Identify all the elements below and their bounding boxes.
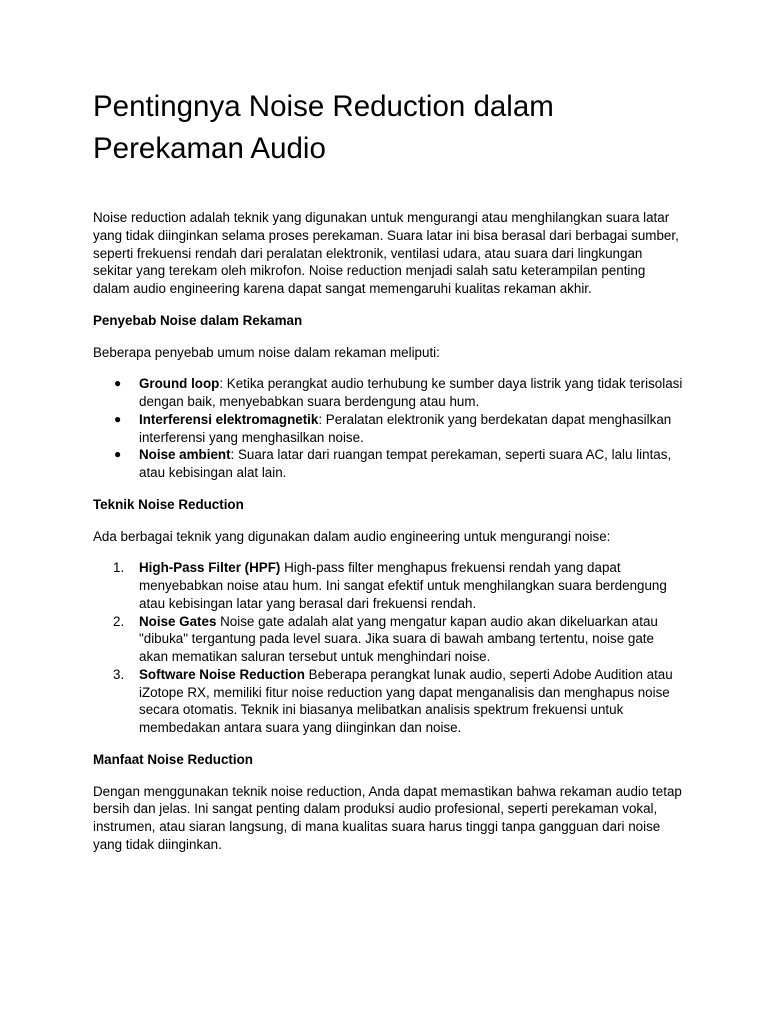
document-content (93, 86, 683, 868)
techniques-list (93, 559, 683, 737)
list-item (93, 666, 683, 737)
list-item-desc: High-pass filter menghapus frekuensi rendah yang dapat menyebabkan noise atau hum. Ini sangat efektif untuk menghilangkan suara berdengung atau kebisingan latar yang berasal dari frekuensi rendah. (139, 560, 667, 611)
list-item-desc: Beberapa perangkat lunak audio, seperti Adobe Audition atau iZotope RX, memiliki fitur noise reduction yang dapat menganalisis dan menghapus noise secara otomatis. Teknik ini biasanya melibatkan analisis spektrum frekuensi untuk membedakan antara suara yang diinginkan dan noise. (139, 666, 673, 735)
list-item (93, 613, 683, 666)
intro-paragraph: Noise reduction adalah teknik yang digunakan untuk mengurangi atau menghilangkan suara latar yang tidak diinginkan selama proses perekaman. Suara latar ini bisa berasal dari berbagai sumber, seperti frekuensi rendah dari peralatan elektronik, ventilasi udara, atau suara dari lingkungan sekitar yang terekam oleh mikrofon. Noise reduction menjadi salah satu keterampilan penting dalam audio engineering karena dapat sangat memengaruhi kualitas rekaman akhir. (93, 210, 679, 296)
causes-lead: Beberapa penyebab umum noise dalam rekaman meliputi: (93, 344, 440, 360)
list-item-term: Software Noise Reduction (139, 666, 305, 682)
list-number: 1. (113, 560, 125, 576)
list-item (93, 446, 683, 482)
list-item-desc: Noise gate adalah alat yang mengatur kapan audio akan dikeluarkan atau "dibuka" tergantung pada level suara. Jika suara di bawah ambang tertentu, noise gate akan mematikan saluran tersebut untuk menghindari noise. (139, 613, 658, 664)
list-item (93, 375, 683, 411)
list-item-term: Ground loop (139, 376, 220, 392)
list-number: 3. (113, 666, 125, 682)
list-item-term: Noise ambient (139, 447, 231, 463)
list-item (93, 411, 683, 447)
list-item-term: Interferensi elektromagnetik (139, 411, 319, 427)
techniques-lead: Ada berbagai teknik yang digunakan dalam audio engineering untuk mengurangi noise: (93, 528, 611, 544)
benefits-paragraph: Dengan menggunakan teknik noise reduction, Anda dapat memastikan bahwa rekaman audio tetap bersih dan jelas. Ini sangat penting dalam produksi audio profesional, seperti perekaman vokal, instrumen, atau siaran langsung, di mana kualitas suara harus tinggi tanpa gangguan dari noise yang tidak diinginkan. (93, 783, 682, 852)
list-item-desc: : Peralatan elektronik yang berdekatan dapat menghasilkan interferensi yang menghasilkan noise. (139, 411, 672, 445)
causes-list (93, 375, 683, 482)
list-number: 2. (113, 613, 125, 629)
list-item (93, 559, 683, 612)
section-heading-benefits: Manfaat Noise Reduction (93, 751, 253, 767)
page-title: Pentingnya Noise Reduction dalam Perekaman Audio (93, 90, 554, 165)
list-item-term: Noise Gates (139, 613, 217, 629)
section-heading-causes: Penyebab Noise dalam Rekaman (93, 312, 303, 328)
bullet-icon: ● (114, 376, 122, 391)
section-heading-techniques: Teknik Noise Reduction (93, 496, 244, 512)
list-item-term: High-Pass Filter (HPF) (139, 560, 281, 576)
bullet-icon: ● (114, 411, 122, 426)
bullet-icon: ● (114, 447, 122, 462)
list-item-desc: : Ketika perangkat audio terhubung ke sumber daya listrik yang tidak terisolasi dengan baik, menyebabkan suara berdengung atau hum. (139, 376, 683, 409)
list-item-desc: : Suara latar dari ruangan tempat perekaman, seperti suara AC, lalu lintas, atau kebisingan alat lain. (139, 447, 672, 480)
